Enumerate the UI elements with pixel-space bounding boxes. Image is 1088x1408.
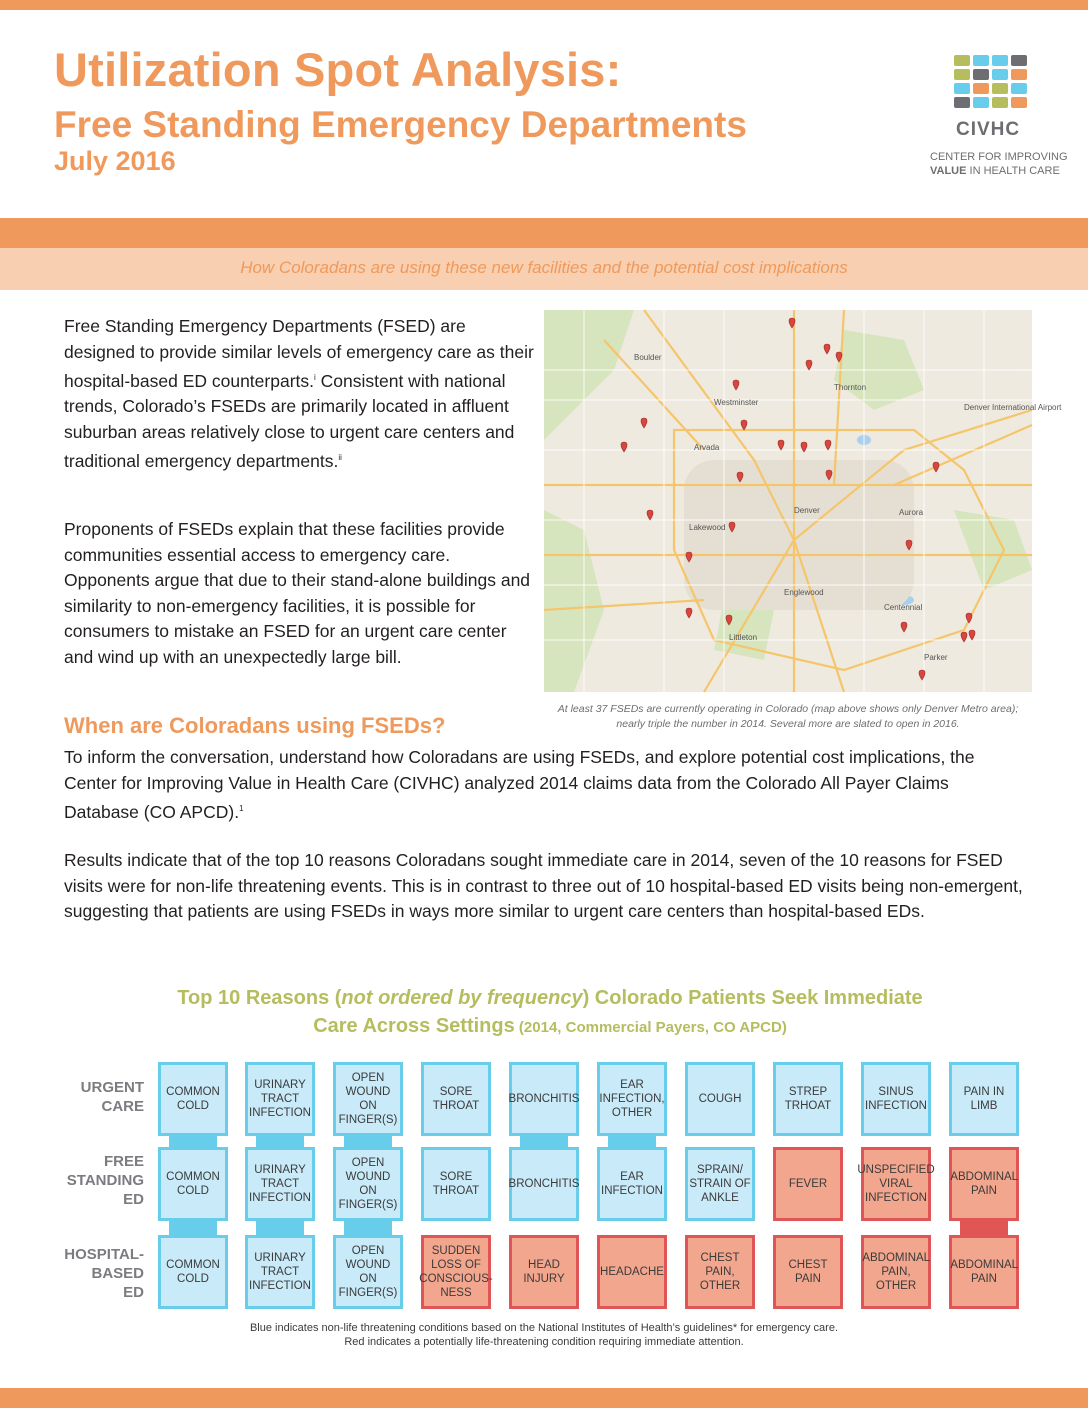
reason-cell: SUDDEN LOSS OF CONSCIOUS-NESS xyxy=(421,1235,491,1309)
header-divider-bar xyxy=(0,218,1088,248)
row-connector xyxy=(344,1221,392,1235)
reason-cell: CHEST PAIN xyxy=(773,1235,843,1309)
logo-tile xyxy=(1011,97,1027,108)
logo-tile xyxy=(1011,83,1027,94)
row-connector xyxy=(960,1221,1008,1235)
section-subtitle: How Coloradans are using these new facilities and the potential cost implications xyxy=(240,258,848,277)
map-place-label: Denver International Airport xyxy=(964,403,1062,412)
reason-cell: ABDOMINAL PAIN xyxy=(949,1235,1019,1309)
row-connector xyxy=(520,1136,568,1147)
logo-tile xyxy=(992,83,1008,94)
intro-paragraph-2: Proponents of FSEDs explain that these facilities provide communities essential access to emergency care. Opponents argue that due to their stand-alone buildings and similarity to non-emergency facilities, it is possible for consumers to mistake an FSED for an urgent care center and wind up with an unexpectedly large bill. xyxy=(64,519,531,667)
reason-cell: OPEN WOUND ON FINGER(S) xyxy=(333,1235,403,1309)
reason-cell: HEAD INJURY xyxy=(509,1235,579,1309)
map-image xyxy=(544,310,1062,692)
logo-tile xyxy=(973,69,989,80)
logo-name: CIVHC xyxy=(956,119,1021,140)
row-connector xyxy=(256,1136,304,1147)
row-connector xyxy=(344,1136,392,1147)
denver-metro-map xyxy=(544,310,1062,692)
reason-cell: PAIN IN LIMB xyxy=(949,1062,1019,1136)
row-connector xyxy=(608,1136,656,1147)
row-label: FREE STANDING ED xyxy=(66,1153,144,1208)
map-place-label: Westminster xyxy=(714,398,759,407)
reason-cell: EAR INFECTION xyxy=(597,1147,667,1221)
reason-cell: URINARY TRACT INFECTION xyxy=(245,1062,315,1136)
reason-cell: SINUS INFECTION xyxy=(861,1062,931,1136)
reason-cell: COMMON COLD xyxy=(158,1147,228,1221)
reason-cell: SORE THROAT xyxy=(421,1147,491,1221)
logo-tile xyxy=(973,55,989,66)
map-place-label: Centennial xyxy=(884,603,923,612)
map-place-label: Arvada xyxy=(694,443,720,452)
civhc-logo xyxy=(930,55,1070,185)
logo-tile xyxy=(973,97,989,108)
logo-grid-icon xyxy=(954,55,1034,113)
map-place-label: Parker xyxy=(924,653,948,662)
intro-paragraph-1: Free Standing Emergency Departments (FSED) are designed to provide similar levels of emergency care as their hospital-based ED counterparts.$^i$ Consistent with national trends, Colorado’s FSEDs are primarily located in affluent suburban areas relatively close to urgent care centers and traditional emergency departments.$^{ii}$ xyxy=(64,316,534,472)
legend-note-blue: Blue indicates non-life threatening conditions based on the National Institutes of Health’s guidelines* for emergency care. xyxy=(249,1322,839,1334)
reason-cell: BRONCHITIS xyxy=(509,1062,579,1136)
reason-cell: BRONCHITIS xyxy=(509,1147,579,1221)
row-label: HOSPITAL- BASED ED xyxy=(64,1246,144,1301)
top-accent-bar xyxy=(0,0,1088,10)
reason-cell: COMMON COLD xyxy=(158,1235,228,1309)
logo-tagline-1: CENTER FOR IMPROVING xyxy=(930,151,1068,163)
chart-title: Top 10 Reasons (not ordered by frequency) Colorado Patients Seek Immediate Care Across Settings (2014, Commercial Payers, CO APCD) xyxy=(177,987,923,1037)
row-label: URGENT CARE xyxy=(80,1079,144,1115)
map-place-label: Englewood xyxy=(784,588,824,597)
map-place-label: Boulder xyxy=(634,353,662,362)
logo-tagline-2: VALUE IN HEALTH CARE xyxy=(930,165,1060,177)
section-paragraph-2: Results indicate that of the top 10 reasons Coloradans sought immediate care in 2014, seven of the 10 reasons for FSED visits were for non-life threatening events. This is in contrast to three out of 10 hospital-based ED visits being non-emergent, suggesting that patients are using FSEDs in ways more similar to urgent care centers than hospital-based EDs. xyxy=(64,850,1023,921)
logo-tile xyxy=(954,55,970,66)
reason-cell: UNSPECIFIED VIRAL INFECTION xyxy=(861,1147,931,1221)
logo-tile xyxy=(954,83,970,94)
logo-tile xyxy=(992,97,1008,108)
reason-cell: FEVER xyxy=(773,1147,843,1221)
reason-cell: EAR INFECTION, OTHER xyxy=(597,1062,667,1136)
logo-tile xyxy=(973,83,989,94)
reason-cell: OPEN WOUND ON FINGER(S) xyxy=(333,1062,403,1136)
reason-cell: SORE THROAT xyxy=(421,1062,491,1136)
reason-cell: URINARY TRACT INFECTION xyxy=(245,1235,315,1309)
reason-cell: SPRAIN/ STRAIN OF ANKLE xyxy=(685,1147,755,1221)
logo-tile xyxy=(1011,55,1027,66)
logo-tile xyxy=(1011,69,1027,80)
bottom-accent-bar xyxy=(0,1388,1088,1408)
section-heading: When are Coloradans using FSEDs? xyxy=(64,713,446,738)
page-subtitle: Free Standing Emergency Departments xyxy=(54,104,747,145)
reason-cell: ABDOMINAL PAIN, OTHER xyxy=(861,1235,931,1309)
publication-date: July 2016 xyxy=(54,146,176,176)
reason-cell: HEADACHE xyxy=(597,1235,667,1309)
map-place-label: Littleton xyxy=(729,633,758,642)
reason-cell: ABDOMINAL PAIN xyxy=(949,1147,1019,1221)
legend-note-red: Red indicates a potentially life-threatening condition requiring immediate attention. xyxy=(344,1336,744,1348)
page-title: Utilization Spot Analysis: xyxy=(54,43,622,96)
logo-tile xyxy=(954,69,970,80)
row-connector xyxy=(256,1221,304,1235)
reason-cell: COUGH xyxy=(685,1062,755,1136)
logo-tile xyxy=(954,97,970,108)
reason-cell: STREP TRHOAT xyxy=(773,1062,843,1136)
section-paragraph-1: To inform the conversation, understand how Coloradans are using FSEDs, and explore potential cost implications, the Center for Improving Value in Health Care (CIVHC) analyzed 2014 claims data from the Colorado All Payer Claims Database (CO APCD).$^1$ xyxy=(64,747,975,822)
row-connector xyxy=(169,1221,217,1235)
logo-tile xyxy=(992,55,1008,66)
reason-cell: COMMON COLD xyxy=(158,1062,228,1136)
reason-cell: URINARY TRACT INFECTION xyxy=(245,1147,315,1221)
map-place-label: Denver xyxy=(794,506,820,515)
map-place-label: Aurora xyxy=(899,508,924,517)
map-place-label: Lakewood xyxy=(689,523,726,532)
reason-cell: CHEST PAIN, OTHER xyxy=(685,1235,755,1309)
map-place-label: Thornton xyxy=(834,383,867,392)
row-connector xyxy=(169,1136,217,1147)
logo-tile xyxy=(992,69,1008,80)
map-caption: At least 37 FSEDs are currently operating in Colorado (map above shows only Denver Metro area); nearly triple the number in 2014. Several more are slated to open in 2016. xyxy=(557,703,1019,730)
reason-cell: OPEN WOUND ON FINGER(S) xyxy=(333,1147,403,1221)
